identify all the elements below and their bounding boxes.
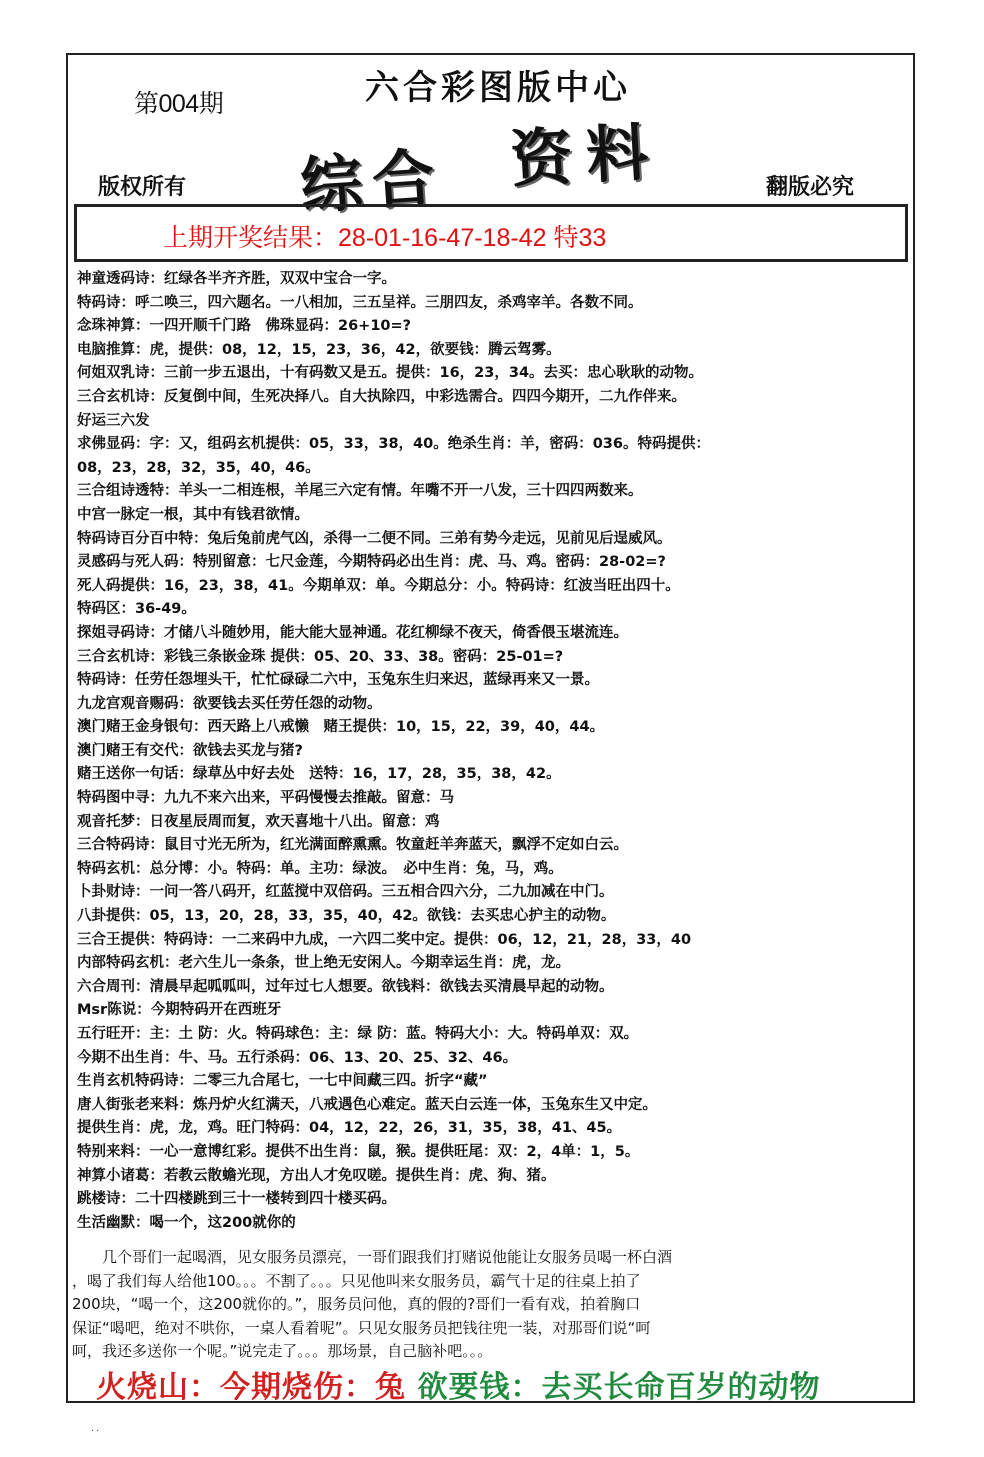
item-key: 三合组诗透特： — [77, 483, 179, 500]
item-text: 老六生儿一条条，世上绝无安闲人。今期幸运生肖：虎，龙。 — [178, 955, 570, 972]
list-item — [77, 763, 911, 787]
list-item — [77, 1212, 911, 1236]
last-result-box — [74, 204, 908, 262]
list-item — [77, 268, 911, 292]
item-text: 主：土 防：火。特码球色：主：绿 防：蓝。特码大小：大。特码单双：双。 — [149, 1026, 639, 1042]
item-key: 电脑推算： — [77, 341, 150, 358]
copyright-notice: 版权所有 — [98, 174, 187, 200]
item-text: 任劳任怨埋头干，忙忙碌碌二六中，玉兔东生归来迟，蓝绿再来又一景。 — [135, 672, 599, 689]
item-key: 求佛显码： — [77, 436, 150, 453]
item-text: 虎，提供：08，12，15，23，36，42，欲要钱：腾云驾雾。 — [149, 341, 561, 358]
item-key: 三合特码诗： — [77, 837, 164, 854]
item-text: 特别留意：七尺金莲，今期特码必出生肖：虎、马、鸡。密码：28-02=? — [193, 554, 666, 571]
list-item — [77, 339, 911, 363]
story-line: ，喝了我们每人给他100。。。不割了。。。只见他叫来女服务员，霸气十足的往桌上拍了 — [72, 1271, 641, 1290]
item-text: 反复倒中间，生死决择八。自大执除四，中彩选需合。四四今期开，二九作伴来。 — [164, 388, 686, 405]
item-key: 跳楼诗： — [77, 1191, 135, 1208]
piracy-notice: 翻版必究 — [766, 174, 855, 200]
list-item — [77, 386, 911, 410]
item-key: 五行旺开： — [77, 1026, 150, 1042]
item-key: 特码诗百分百中特： — [77, 530, 208, 547]
item-key: 生肖玄机特码诗： — [77, 1073, 193, 1090]
list-item — [77, 693, 911, 717]
list-item — [77, 362, 911, 386]
item-key: 死人码提供： — [77, 577, 164, 594]
item-key: Msr陈说： — [77, 1002, 151, 1019]
item-text: 欲钱去买龙与猪? — [193, 742, 303, 759]
list-item — [77, 1094, 911, 1118]
item-key: 特码诗： — [77, 672, 135, 689]
list-item — [77, 1188, 911, 1212]
item-text: 虎，龙，鸡。旺门特码：04，12，22，26，31，35，38，41、45。 — [149, 1120, 622, 1137]
item-key: 八卦提供： — [77, 908, 150, 925]
item-key: 唐人街张老来料： — [77, 1096, 193, 1113]
item-text: 绿草丛中好去处 送特：16，17，28，35，38，42。 — [193, 766, 561, 783]
list-item — [77, 929, 911, 953]
list-item — [77, 528, 911, 552]
item-key: 澳门赌王金身银句： — [77, 719, 208, 736]
item-key: 卜卦财诗： — [77, 884, 150, 901]
list-item — [77, 551, 911, 575]
item-key: 探姐寻码诗： — [77, 624, 164, 641]
item-text: 欲要钱去买任劳任怨的动物。 — [193, 695, 382, 712]
item-text: 兔后兔前虎气凶，杀得一二便不同。三弟有势今走远，见前见后逞威风。 — [207, 530, 672, 547]
item-text: 一问一答八码开，红蓝搅中双倍码。三五相合四六分，二九加减在中门。 — [149, 884, 614, 901]
item-text: 牛、马。五行杀码：06、13、20、25、32、46。 — [178, 1049, 518, 1066]
item-key: 特别来料： — [77, 1143, 150, 1160]
item-text: 二十四楼跳到三十一楼转到四十楼买码。 — [135, 1191, 396, 1208]
item-key: 观音托梦： — [77, 813, 150, 830]
last-result-special: 特33 — [553, 224, 607, 252]
item-key: 神算小诸葛： — [77, 1167, 164, 1184]
list-item — [77, 1023, 911, 1047]
list-item — [77, 1047, 911, 1071]
item-text: 总分博：小。特码：单。主功：绿波。 必中生肖：兔，马，鸡。 — [149, 860, 563, 877]
item-text: 今期特码开在西班牙 — [150, 1002, 282, 1019]
item-text: 字：又，组码玄机提供：05，33，38，40。绝杀生肖：羊，密码：036。特码提供： — [149, 436, 710, 453]
item-text: 16，23，38，41。今期单双：单。今期总分：小。特码诗：红波当旺出四十。 — [164, 577, 680, 594]
item-key: 神童透码诗： — [77, 271, 164, 287]
item-key: 六合周刊： — [77, 978, 150, 995]
item-key: 三合玄机诗： — [77, 388, 164, 405]
item-text: 鼠目寸光无所为，红光满面醉熏熏。牧童赶羊奔蓝天，飘浮不定如白云。 — [164, 837, 628, 854]
last-result-label: 上期开奖结果： — [163, 224, 339, 252]
list-item — [77, 457, 911, 481]
list-item — [77, 1070, 911, 1094]
item-text: 清晨早起呱呱叫，过年过七人想要。欲钱料：欲钱去买清晨早起的动物。 — [149, 978, 614, 995]
item-key: 特码诗： — [77, 294, 135, 311]
main-title-part1: 综合 — [297, 140, 447, 223]
list-item — [77, 740, 911, 764]
item-text: 若教云散蟾光现，方出人才免叹嗟。提供生肖：虎、狗、猪。 — [164, 1167, 556, 1184]
item-key: 念珠神算： — [77, 318, 150, 335]
list-item — [77, 952, 911, 976]
story-line: 呵，我还多送你一个呢。”说完走了。。。那场景，自己脑补吧。。。 — [72, 1342, 493, 1361]
footer-red-text: 火烧山：今期烧伤：兔 — [96, 1370, 406, 1405]
list-item — [77, 480, 911, 504]
item-key: 三合王提供： — [77, 931, 164, 948]
item-text: 05，13，20，28，33，35，40，42。欲钱：去买忠心护主的动物。 — [149, 908, 616, 925]
item-text: 中宫一脉定一根，其中有钱君欲情。 — [77, 506, 309, 523]
list-item — [77, 433, 911, 457]
list-item — [77, 905, 911, 929]
list-item — [77, 575, 911, 599]
list-item — [77, 622, 911, 646]
publisher-title: 六合彩图版中心 — [365, 68, 631, 108]
bottom-marks: ·· — [91, 1426, 102, 1437]
list-item — [77, 858, 911, 882]
item-text: 日夜星辰周而复，欢天喜地十八出。留意：鸡 — [149, 813, 440, 830]
footer-banner — [96, 1362, 820, 1406]
list-item — [77, 787, 911, 811]
item-text: 彩钱三条嵌金珠 提供：05、20、33、38。密码：25-01=? — [164, 648, 564, 665]
list-item — [77, 834, 911, 858]
story-line: 保证“喝吧，绝对不哄你，一桌人看着呢”。只见女服务员把钱往兜一装，对那哥们说“呵 — [72, 1318, 651, 1337]
last-result-text — [163, 218, 606, 254]
item-key: 九龙宫观音赐码： — [77, 695, 193, 712]
list-item — [77, 1165, 911, 1189]
item-text: 九九不来六出来，平码慢慢去推敲。留意：马 — [164, 790, 454, 807]
item-key: 三合玄机诗： — [77, 648, 164, 665]
issue-number: 第004期 — [134, 90, 224, 118]
item-key: 提供生肖： — [77, 1120, 150, 1137]
list-item — [77, 881, 911, 905]
item-key: 内部特码玄机： — [77, 955, 179, 972]
item-key: 灵感码与死人码： — [77, 554, 193, 571]
item-text: 西天路上八戒懒 赌王提供：10，15，22，39，40，44。 — [207, 719, 605, 736]
list-item — [77, 504, 911, 528]
story-line: 200块，“喝一个，这200就你的。”，服务员问他，真的假的?哥们一看有戏，拍着胸口 — [72, 1295, 641, 1314]
item-text: 一四开顺千门路 佛珠显码：26+10=? — [149, 318, 412, 335]
last-result-numbers: 28-01-16-47-18-42 — [338, 224, 547, 252]
item-text: 一心一意博红彩。提供不出生肖：鼠，猴。提供旺尾：双：2，4单：1，5。 — [149, 1143, 640, 1160]
list-item — [77, 1117, 911, 1141]
list-item — [77, 410, 911, 434]
item-text: 炼丹炉火红满天，八戒遇色心难定。蓝天白云连一体，玉兔东生又中定。 — [193, 1096, 657, 1113]
item-key: 何姐双乳诗： — [77, 365, 164, 382]
item-text: 好运三六发 — [77, 412, 150, 429]
item-key: 特码图中寻： — [77, 790, 164, 807]
story-line: 几个哥们一起喝酒，见女服务员漂亮，一哥们跟我们打赌说他能让女服务员喝一杯白酒 — [72, 1248, 673, 1266]
item-key: 今期不出生肖： — [77, 1049, 179, 1066]
item-text: 36-49。 — [135, 601, 196, 618]
list-item — [77, 716, 911, 740]
list-item — [77, 646, 911, 670]
list-item — [77, 999, 911, 1023]
list-item — [77, 1141, 911, 1165]
item-text: 才储八斗随妙用，能大能大显神通。花红柳绿不夜天，倚香偎玉堪流连。 — [164, 624, 628, 641]
list-item — [77, 598, 911, 622]
list-item — [77, 292, 911, 316]
item-text: 羊头一二相连根，羊尾三六定有情。年嘴不开一八发，三十四四两数来。 — [178, 483, 643, 500]
item-key: 生活幽默： — [77, 1214, 150, 1231]
footer-green-text: 欲要钱：去买长命百岁的动物 — [417, 1370, 821, 1405]
item-text: 红绿各半齐齐胜，双双中宝合一字。 — [164, 271, 396, 287]
item-key: 特码区： — [77, 601, 135, 618]
list-item — [77, 976, 911, 1000]
item-text: 二零三九合尾七，一七中间藏三四。折字“藏” — [193, 1073, 488, 1090]
item-text: 三前一步五退出，十有码数又是五。提供：16，23，34。去买：忠心耿耿的动物。 — [164, 365, 704, 382]
item-key: 特码玄机： — [77, 860, 150, 877]
item-text: 08，23，28，32，35，40，46。 — [77, 459, 320, 476]
list-item — [77, 315, 911, 339]
item-text: 特码诗：一二来码中九成，一六四二奖中定。提供：06，12，21，28，33，40 — [164, 931, 692, 948]
item-text: 呼二唤三，四六题名。一八相加，三五呈祥。三朋四友，杀鸡宰羊。各数不同。 — [135, 294, 643, 311]
list-item — [77, 811, 911, 835]
item-key: 澳门赌王有交代： — [77, 742, 193, 759]
item-text: 喝一个，这200就你的 — [149, 1214, 296, 1231]
list-item — [77, 669, 911, 693]
tips-list — [77, 268, 911, 1235]
item-key: 赌王送你一句话： — [77, 766, 193, 783]
humor-story — [72, 1246, 902, 1364]
main-title-part2: 资料 — [508, 115, 665, 196]
